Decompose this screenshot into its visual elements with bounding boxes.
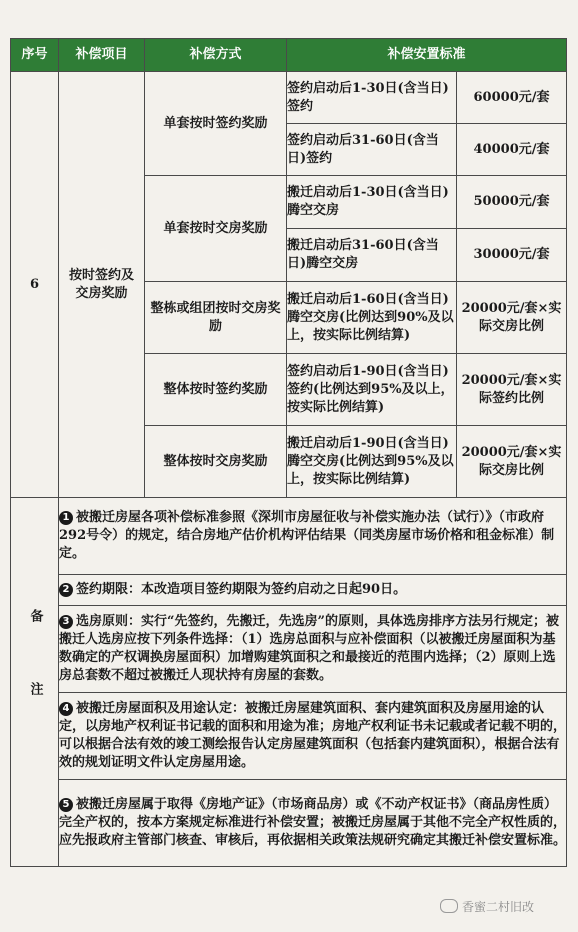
- notes-label: 备注: [11, 498, 59, 867]
- note-item: [59, 498, 567, 575]
- header-standard: 补偿安置标准: [287, 39, 567, 72]
- note-item: [59, 575, 567, 606]
- condition-cell: 签约启动后1-90日(含当日)签约(比例达到95%及以上，按实际比例结算): [287, 354, 457, 426]
- condition-cell: 搬迁启动后1-90日(含当日)腾空交房(比例达到95%及以上，按实际比例结算): [287, 426, 457, 498]
- note-item: [59, 780, 567, 867]
- note-number-badge: 1: [59, 511, 73, 525]
- amount-cell: 60000元/套: [457, 72, 567, 124]
- method-cell: 单套按时签约奖励: [145, 72, 287, 176]
- watermark-text: 香蜜二村旧改: [462, 900, 535, 914]
- note-text: 被搬迁房屋面积及用途认定：被搬迁房屋建筑面积、套内建筑面积及房屋用途的认定，以房地产权利证书记载的面积和用途为准；房地产权利证书未记载或者记载不明的，可以根据合法有效的竣工测绘报告认定房屋建筑面积（包括套内建筑面积），根据合法有效的规划证明文件认定房屋用途。: [59, 701, 567, 770]
- watermark: [440, 898, 534, 915]
- note-row: [11, 693, 567, 780]
- note-row: [11, 780, 567, 867]
- note-text: 选房原则：实行“先签约，先搬迁，先选房”的原则，具体选房排序方法另行规定；被搬迁人选房应按下列条件选择：（1）选房总面积与应补偿面积（以被搬迁房屋面积为基数确定的产权调换房屋面积）加增购建筑面积之和最接近的范围内选择；（2）原则上选房总套数不超过被搬迁人现状持有房屋的套数。: [59, 614, 559, 683]
- row-item: 按时签约及交房奖励: [59, 72, 145, 498]
- note-item: [59, 606, 567, 693]
- amount-cell: 20000元/套×实际交房比例: [457, 426, 567, 498]
- row-index: 6: [11, 72, 59, 498]
- table-header-row: [11, 39, 567, 72]
- amount-cell: 30000元/套: [457, 229, 567, 282]
- note-number-badge: 4: [59, 702, 73, 716]
- amount-cell: 20000元/套×实际交房比例: [457, 282, 567, 354]
- condition-cell: 签约启动后31-60日(含当日)签约: [287, 124, 457, 176]
- table-row: [11, 72, 567, 124]
- note-number-badge: 2: [59, 583, 73, 597]
- amount-cell: 40000元/套: [457, 124, 567, 176]
- condition-cell: 签约启动后1-30日(含当日)签约: [287, 72, 457, 124]
- method-cell: 单套按时交房奖励: [145, 176, 287, 282]
- note-row: [11, 498, 567, 575]
- amount-cell: 50000元/套: [457, 176, 567, 229]
- amount-cell: 20000元/套×实际签约比例: [457, 354, 567, 426]
- method-cell: 整栋或组团按时交房奖励: [145, 282, 287, 354]
- condition-cell: 搬迁启动后31-60日(含当日)腾空交房: [287, 229, 457, 282]
- header-index: 序号: [11, 39, 59, 72]
- note-text: 被搬迁房屋属于取得《房地产证》（市场商品房）或《不动产权证书》（商品房性质）完全产权的，按本方案规定标准进行补偿安置；被搬迁房屋属于其他不完全产权性质的，应先报政府主管部门核查、审核后，再依据相关政策法规研究确定其搬迁补偿安置标准。: [59, 797, 567, 848]
- note-item: [59, 693, 567, 780]
- note-text: 被搬迁房屋各项补偿标准参照《深圳市房屋征收与补偿实施办法（试行）》（市政府292号令）的规定，结合房地产估价机构评估结果（同类房屋市场价格和租金标准）制定。: [59, 510, 555, 561]
- note-number-badge: 3: [59, 615, 73, 629]
- compensation-table: [10, 38, 567, 867]
- condition-cell: 搬迁启动后1-60日(含当日)腾空交房(比例达到90%及以上，按实际比例结算): [287, 282, 457, 354]
- note-number-badge: 5: [59, 798, 73, 812]
- header-item: 补偿项目: [59, 39, 145, 72]
- wechat-icon: [440, 899, 458, 913]
- header-method: 补偿方式: [145, 39, 287, 72]
- note-row: [11, 575, 567, 606]
- method-cell: 整体按时签约奖励: [145, 354, 287, 426]
- method-cell: 整体按时交房奖励: [145, 426, 287, 498]
- condition-cell: 搬迁启动后1-30日(含当日)腾空交房: [287, 176, 457, 229]
- note-text: 签约期限：本改造项目签约期限为签约启动之日起90日。: [76, 582, 407, 597]
- note-row: [11, 606, 567, 693]
